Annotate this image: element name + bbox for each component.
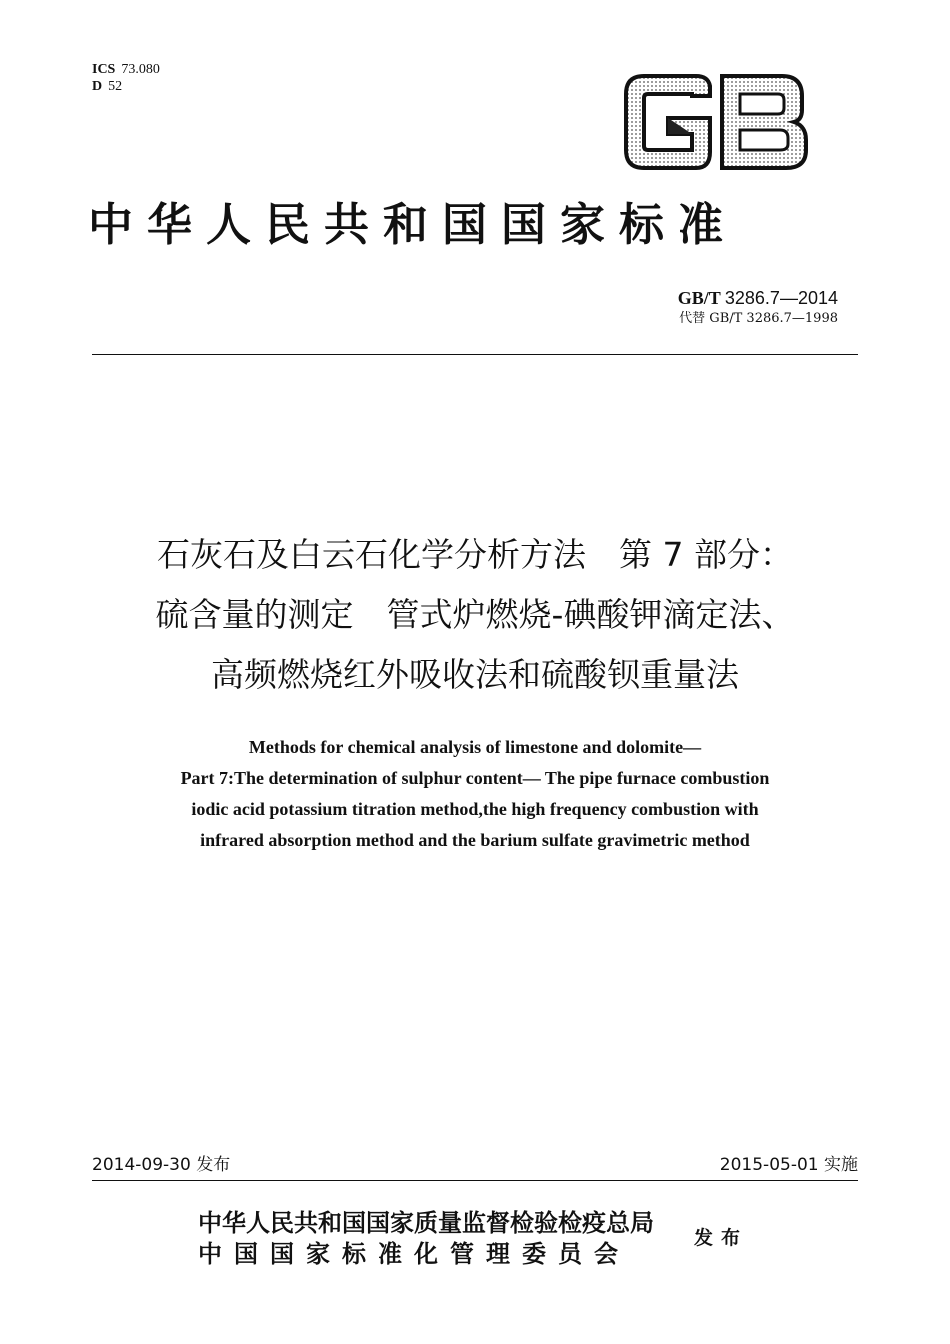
standard-number	[678, 288, 838, 308]
title-cn-line1: 石灰石及白云石化学分析方法 第 7 部分：	[157, 535, 793, 574]
issue-date: 2014-09-30 发布	[92, 1155, 231, 1175]
ics-label: ICS	[92, 62, 116, 77]
title-en-line1: Methods for chemical analysis of limestone and dolomite—	[248, 737, 702, 757]
replaces-standard: 代替 GB/T 3286.7—1998	[679, 311, 838, 326]
ccs-code	[92, 79, 122, 95]
title-en-line4: infrared absorption method and the barium sulfate gravimetric method	[200, 830, 750, 850]
gb-logo	[622, 72, 810, 172]
gb-logo-icon	[622, 72, 810, 172]
footer-divider	[92, 1180, 858, 1181]
title-cn-line3: 高频燃烧红外吸收法和硫酸钡重量法	[211, 655, 739, 694]
standard-number-value: 3286.7—2014	[724, 288, 838, 308]
standard-prefix: GB/T	[677, 288, 721, 308]
title-en-line2: Part 7:The determination of sulphur content— The pipe furnace combustion	[180, 768, 770, 788]
implementation-date: 2015-05-01 实施	[719, 1155, 858, 1175]
ics-value: 73.080	[121, 62, 160, 77]
publish-label: 发布	[694, 1227, 749, 1249]
ccs-label: D	[92, 79, 103, 94]
ics-code	[92, 62, 160, 78]
header-divider	[92, 354, 858, 355]
ccs-value: 52	[108, 79, 123, 94]
issuer-line2: 中国国家标准化管理委员会	[198, 1240, 630, 1268]
issuer-line1: 中华人民共和国国家质量监督检验检疫总局	[198, 1209, 654, 1237]
title-cn-line2: 硫含量的测定 管式炉燃烧-碘酸钾滴定法、	[155, 595, 795, 634]
title-en-line3: iodic acid potassium titration method,the high frequency combustion with	[191, 799, 759, 819]
national-standard-title: 中华人民共和国国家标准	[88, 198, 738, 251]
